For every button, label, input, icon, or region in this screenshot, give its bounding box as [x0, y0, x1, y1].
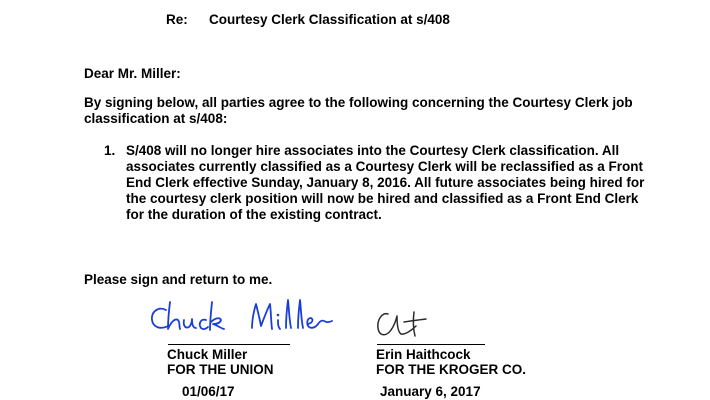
- subject-text: Courtesy Clerk Classification at s/408: [209, 12, 450, 27]
- intro-paragraph: By signing below, all parties agree to the following concerning the Courtesy Clerk job classification at s/408:: [84, 95, 633, 126]
- list-item-number: 1.: [104, 143, 116, 158]
- kroger-date-text: January 6, 2017: [380, 384, 481, 399]
- salutation: Dear Mr. Miller:: [84, 66, 181, 81]
- union-signature-line: [168, 344, 290, 345]
- union-signatory-role: FOR THE UNION: [167, 362, 274, 377]
- union-signatory-name: Chuck Miller: [167, 347, 248, 362]
- kroger-date: [380, 384, 481, 400]
- union-date-text: 01/06/17: [182, 384, 235, 399]
- union-signature: [148, 296, 338, 344]
- kroger-signatory-name: Erin Haithcock: [376, 347, 471, 362]
- kroger-signatory-role: FOR THE KROGER CO.: [376, 362, 527, 377]
- closing-line: Please sign and return to me.: [84, 272, 273, 287]
- list-item-text: S/408 will no longer hire associates into the Courtesy Clerk classification. All associates currently classified as a Courtesy Clerk will be reclassified as a Front End Clerk effective Sunday, January 8, 2016. All future associates being hired for the courtesy clerk position will now be hired and classified as a Front End Clerk for the duration of the existing contract.: [126, 143, 645, 222]
- kroger-signature: [372, 306, 442, 344]
- union-date: [182, 384, 235, 400]
- subject-label: Re:: [166, 12, 188, 27]
- kroger-signature-line: [377, 344, 485, 345]
